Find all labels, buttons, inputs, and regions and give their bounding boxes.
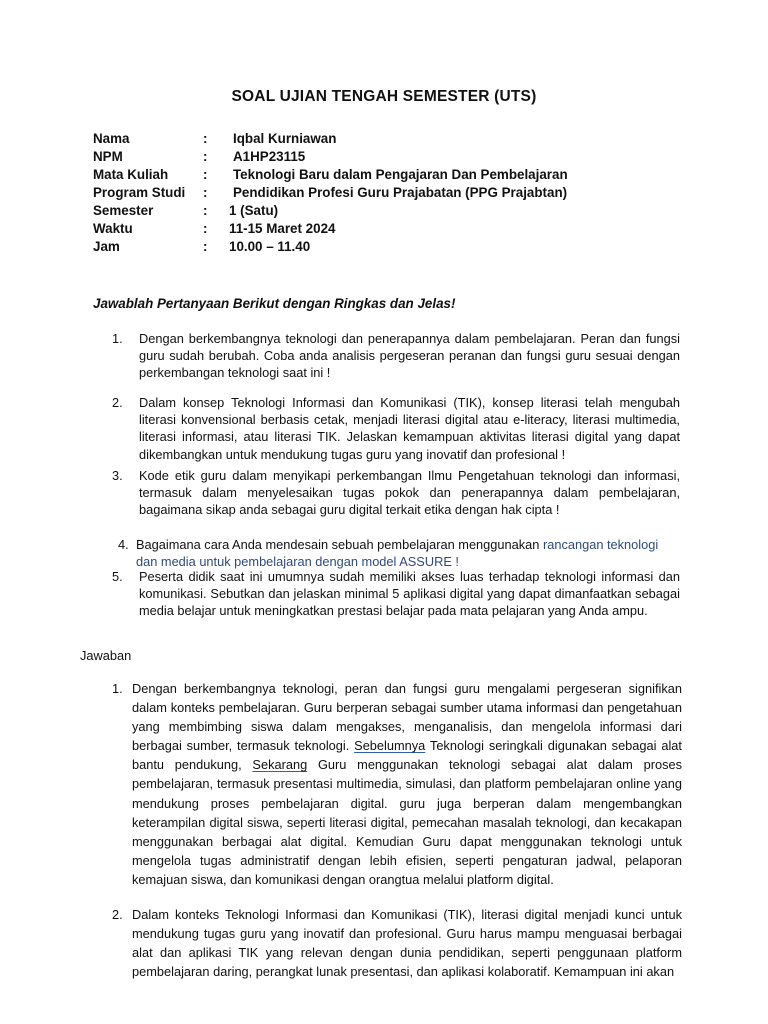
info-value: Pendidikan Profesi Guru Prajabatan (PPG Prajabtan) bbox=[233, 185, 568, 200]
answer-text-part: Dengan berkembangnya teknologi, peran dan fungsi guru mengalami pergeseran signifikan dalam konteks pembelajaran. Guru berperan sebagai sumber utama informasi dan pengetahuan yang membimbing siswa dalam mengakses, menganalisis, dan mengelola informasi dari berbagai sumber, termasuk teknologi. bbox=[132, 681, 682, 754]
info-colon: : bbox=[203, 131, 208, 146]
info-colon: : bbox=[203, 185, 208, 200]
question-item-5 bbox=[112, 568, 680, 620]
question-text: Kode etik guru dalam menyikapi perkembangan Ilmu Pengetahuan teknologi dan informasi, termasuk dalam menyelesaikan tugas pokok dan penerapannya dalam pembelajaran, bagaimana sikap anda sebagai guru digital terkait etika dengan hak cipta ! bbox=[139, 468, 680, 518]
question-item-2 bbox=[112, 394, 680, 463]
info-colon: : bbox=[203, 239, 208, 254]
info-colon: : bbox=[203, 167, 208, 182]
info-colon: : bbox=[203, 149, 208, 164]
info-value: 1 (Satu) bbox=[229, 203, 279, 218]
question-text-highlight: rancangan teknologi dan media untuk pembelajaran dengan model ASSURE ! bbox=[136, 537, 659, 570]
question-text: Dalam konsep Teknologi Informasi dan Komunikasi (TIK), konsep literasi telah mengubah literasi konvensional berbasis cetak, menjadi literasi digital atau e-literacy, literasi multimedia, literasi informasi, atau literasi TIK. Jelaskan kemampuan aktivitas literasi digital yang dapat dikembangkan untuk mendukung tugas guru yang inovatif dan profesional ! bbox=[139, 395, 680, 462]
answer-text-part: Guru menggunakan teknologi sebagai alat dalam proses pembelajaran, termasuk presentasi multimedia, simulasi, dan platform pembelajaran online yang mendukung proses pembelajaran digital. guru juga berperan dalam mengembangkan keterampilan digital siswa, seperti literasi digital, pemecahan masalah teknologi, dan kecakapan menggunakan berbagai alat digital. Kemudian Guru dapat menggunakan teknologi untuk mengelola tugas administratif dengan lebih efisien, seperti pengaturan jadwal, pelaporan kemajuan siswa, dan komunikasi dengan orangtua melalui platform digital. bbox=[132, 757, 682, 887]
info-row-waktu bbox=[93, 220, 568, 238]
info-value: 10.00 – 11.40 bbox=[229, 239, 311, 254]
info-row-mata-kuliah bbox=[93, 166, 568, 184]
question-number: 1. bbox=[112, 331, 123, 346]
answer-heading: Jawaban bbox=[80, 648, 132, 663]
info-value: Teknologi Baru dalam Pengajaran Dan Pembelajaran bbox=[233, 167, 568, 182]
info-row-npm bbox=[93, 148, 568, 166]
document-title: SOAL UJIAN TENGAH SEMESTER (UTS) bbox=[231, 88, 537, 105]
question-item-4 bbox=[118, 536, 680, 570]
question-text: Peserta didik saat ini umumnya sudah memiliki akses luas terhadap teknologi informasi dan komunikasi. Sebutkan dan jelaskan minimal 5 aplikasi digital yang dapat dimanfaatkan sebagai media belajar untuk meningkatkan prestasi belajar pada mata pelajaran yang Anda ampu. bbox=[139, 569, 680, 619]
question-item-1 bbox=[112, 330, 680, 382]
info-label: Program Studi bbox=[93, 185, 186, 200]
answer-text bbox=[132, 679, 682, 889]
spellcheck-underlined-word: Sekarang bbox=[252, 757, 308, 773]
info-row-program-studi bbox=[93, 184, 568, 202]
info-value: A1HP23115 bbox=[233, 149, 306, 164]
info-label: NPM bbox=[93, 149, 123, 164]
answer-number: 1. bbox=[112, 681, 123, 696]
answer-text-part: Teknologi seringkali digunakan sebagai alat bantu pendukung, bbox=[132, 738, 682, 773]
question-text-plain: Bagaimana cara Anda mendesain sebuah pembelajaran menggunakan bbox=[136, 537, 543, 552]
info-value: Iqbal Kurniawan bbox=[233, 131, 337, 146]
question-number: 2. bbox=[112, 395, 123, 410]
info-colon: : bbox=[203, 203, 208, 218]
question-number: 4. bbox=[118, 537, 129, 552]
question-number: 5. bbox=[112, 569, 123, 584]
question-number: 3. bbox=[112, 468, 123, 483]
identity-table bbox=[93, 130, 568, 256]
info-colon: : bbox=[203, 221, 208, 236]
info-label: Nama bbox=[93, 131, 130, 146]
answer-item-1 bbox=[112, 679, 682, 889]
info-value: 11-15 Maret 2024 bbox=[229, 221, 336, 236]
info-row-semester bbox=[93, 202, 568, 220]
question-item-3 bbox=[112, 467, 680, 519]
info-row-nama bbox=[93, 130, 568, 148]
answer-item-2 bbox=[112, 905, 682, 981]
info-row-jam bbox=[93, 238, 568, 256]
answer-number: 2. bbox=[112, 907, 123, 922]
question-text bbox=[136, 536, 680, 570]
info-label: Semester bbox=[93, 203, 154, 218]
info-label: Waktu bbox=[93, 221, 133, 236]
info-label: Jam bbox=[93, 239, 120, 254]
answer-text: Dalam konteks Teknologi Informasi dan Komunikasi (TIK), literasi digital menjadi kunci untuk mendukung tugas guru yang inovatif dan profesional. Guru harus mampu menguasai berbagai alat dan aplikasi TIK yang relevan dengan dunia pendidikan, seperti penggunaan platform pembelajaran daring, perangkat lunak presentasi, dan aplikasi kolaboratif. Kemampuan ini akan bbox=[132, 907, 682, 980]
instruction-text: Jawablah Pertanyaan Berikut dengan Ringkas dan Jelas! bbox=[93, 296, 456, 311]
question-text: Dengan berkembangnya teknologi dan penerapannya dalam pembelajaran. Peran dan fungsi guru sudah berubah. Coba anda analisis pergeseran peranan dan fungsi guru sesuai dengan perkembangan teknologi saat ini ! bbox=[139, 331, 680, 381]
spellcheck-underlined-word: Sebelumnya bbox=[354, 738, 426, 754]
info-label: Mata Kuliah bbox=[93, 167, 169, 182]
